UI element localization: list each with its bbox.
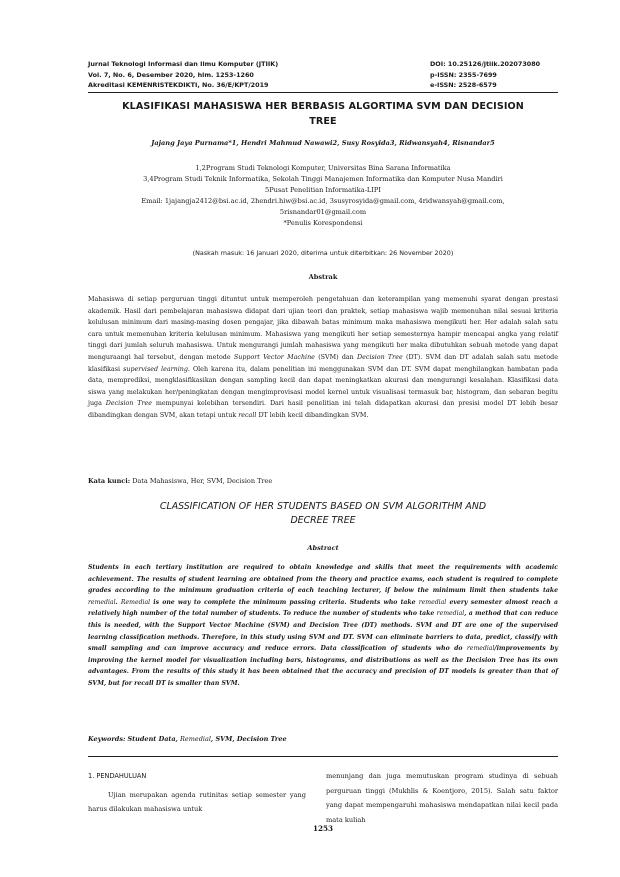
affiliation-line: 3,4Program Studi Teknik Informatika, Sekolah Tinggi Manajemen Informatika dan Komputer Nusa Mandiri <box>143 175 503 183</box>
section-heading-pendahuluan: 1. PENDAHULUAN <box>88 772 147 780</box>
body-column-right <box>326 769 558 827</box>
paper-title <box>88 99 558 129</box>
term-remedial: remedial <box>418 598 447 606</box>
kata-kunci <box>88 477 558 485</box>
journal-header-right <box>430 59 558 91</box>
abstract-body: Students in each tertiary institution are required to obtain knowledge and skills that meet the requirements with academic achievement. The results of student learning are obtained from the theory and practice exams, each student is required to complete grades according to the minimum graduation criteria of each teaching lecturer, if below the minimum limit then students take remedial. Remedial is one way to complete the minimum passing criteria. Students who take remedial every semester almost reach a relatively high number of the total number of students. To reduce the number of students who take remedial, a method that can reduce this is needed, with the Support Vector Machine (SVM) and Decision Tree (DT) methods. SVM and DT are one of the supervised learning classification methods. Therefore, in this study using SVM and DT. SVM can eliminate barriers to data, predict, classify with small sampling and can improve accuracy and reduce errors. Data classification of students who do remedial/improvements by improving the kernel model for visualization including bars, histograms, and distributions as well as the Decision Tree has its own advantages. From the results of this study it has been obtained that the accuracy and precision of DT models is greater than that of SVM, but for recall DT is smaller than SVM. <box>88 564 558 687</box>
paper-title-line: KLASIFIKASI MAHASISWA HER BERBASIS ALGORTIMA SVM DAN DECISION <box>122 101 524 112</box>
email-line: 5risnandar01@gmail.com <box>279 208 367 216</box>
body-paragraph: menunjang dan juga memutuskan program studinya di sebuah perguruan tinggi (Mukhlis & Koentjoro, 2015). Salah satu faktor yang dapat mempengaruhi mahasiswa mendapatkan nilai kecil pada mata kuliah <box>326 772 558 824</box>
term-remedial: remedial <box>466 645 495 653</box>
journal-p-issn: p-ISSN: 2355-7699 <box>430 70 497 79</box>
affiliations <box>88 163 558 229</box>
term-remedial: Remedial <box>120 598 151 606</box>
journal-header-left <box>88 59 418 91</box>
header-rule <box>88 92 558 93</box>
affiliation-line: 5Pusat Penelitian Informatika-LIPI <box>265 186 381 194</box>
term-recall: recall <box>238 411 257 419</box>
keywords-label: Keywords: <box>88 735 126 743</box>
term-svm: Support Vector Machine <box>233 353 315 361</box>
english-title-line: DECREE TREE <box>290 515 356 526</box>
abstract-rule <box>88 756 558 757</box>
abstract-heading: Abstract <box>307 544 339 552</box>
abstrak-heading: Abstrak <box>308 273 338 281</box>
journal-doi: DOI: 10.25126/jtiik.202073080 <box>430 60 541 68</box>
kata-kunci-label: Kata kunci: <box>88 477 131 485</box>
journal-e-issn: e-ISSN: 2528-6579 <box>430 81 497 89</box>
paper-title-line: TREE <box>309 116 337 127</box>
keywords: Keywords: Student Data, Remedial, SVM, Decision Tree <box>88 735 287 743</box>
english-title <box>88 500 558 528</box>
english-title-line: CLASSIFICATION OF HER STUDENTS BASED ON SVM ALGORITHM AND <box>159 501 487 512</box>
page-number: 1253 <box>312 824 333 833</box>
term-remedial: Remedial <box>179 735 211 743</box>
kata-kunci-value: Data Mahasiswa, Her, SVM, Decision Tree <box>132 477 273 485</box>
received-dates: (Naskah masuk: 16 Januari 2020, diterima untuk diterbitkan: 26 November 2020) <box>192 249 454 257</box>
term-decision-tree: Decision Tree <box>357 353 403 361</box>
body-paragraph: Ujian merupakan agenda rutinitas setiap semester yang harus dilakukan mahasiswa untuk <box>88 790 306 813</box>
term-decision-tree: Decision Tree <box>105 400 153 408</box>
affiliation-line: 1,2Program Studi Teknologi Komputer, Universitas Bina Sarana Informatika <box>195 164 451 172</box>
journal-name: Jurnal Teknologi Informasi dan Ilmu Komputer (JTIIK) <box>88 60 279 68</box>
corresponding-author-note: *Penulis Korespondensi <box>283 219 363 227</box>
term-supervised-learning: supervised learning <box>123 365 188 373</box>
email-line: Email: 1jajangja2412@bsi.ac.id, 2hendri.hiw@bsi.ac.id, 3susyrosyida@gmail.com, 4ridwansyah@gmail.com, <box>141 197 505 205</box>
abstrak-body: Mahasiswa di setiap perguruan tinggi dituntut untuk memperoleh pengetahuan dan keterampilan yang memenuhi syarat dengan prestasi akademik. Hasil dari pembelajaran mahasiswa didapat dari ujian teori dan praktek, setiap mahasiswa wajib memenuhan nilai sesuai kriteria kelulusan minimum dari masing-masing dosen pengajar, jika dibawah batas minimum maka mahasiswa mengikuti her. Her adalah salah satu cara untuk memenuhan kriteria kelulusan minimum. Mahasiswa yang mengikuti her setiap semesternya hampir mencapai angka yang relatif tinggi dari jumlah seluruh mahasiswa. Untuk mengurangi jumlah mahasiswa yang mengikuti her maka dibutuhkan sebuah metode yang dapat menguraangi hal tersebut, dengan metode Support Vector Machine (SVM) dan Decision Tree (DT). SVM dan DT adalah salah satu metode klasifikasi supervised learning. Oleh karena itu, dalam penelitian ini menggunakan SVM dan DT. SVM dapat menghilangkan hambatan pada data, memprediksi, mengklasifikasikan dengan sampling kecil dan dapat meningkatkan akurasi dan mengurangi kesalahan. Klasifikasi data siswa yang melakukan her/peningkatan dengan mengimprovisasi model kernel untuk visualisasi termasuk bar, histogram, dan sebaran begitu juga Decision Tree mempunyai kelebihan tersendiri. Dari hasil penelitian ini telah didapatkan akurasi dan presisi model DT lebih besar dibandingkan dengan SVM, akan tetapi untuk recall DT lebih kecil dibandingkan SVM. <box>88 296 558 419</box>
author-list: Jajang Jaya Purnama*1, Hendri Mahmud Nawawi2, Susy Rosyida3, Ridwansyah4, Risnandar5 <box>151 139 495 147</box>
journal-volume: Vol. 7, No. 6, Desember 2020, hlm. 1253-1260 <box>88 70 254 79</box>
journal-accreditation: Akreditasi KEMENRISTEKDIKTI, No. 36/E/KPT/2019 <box>88 81 269 89</box>
term-remedial: remedial <box>436 610 465 618</box>
term-remedial: remedial <box>88 598 116 606</box>
body-column-left <box>88 769 306 817</box>
